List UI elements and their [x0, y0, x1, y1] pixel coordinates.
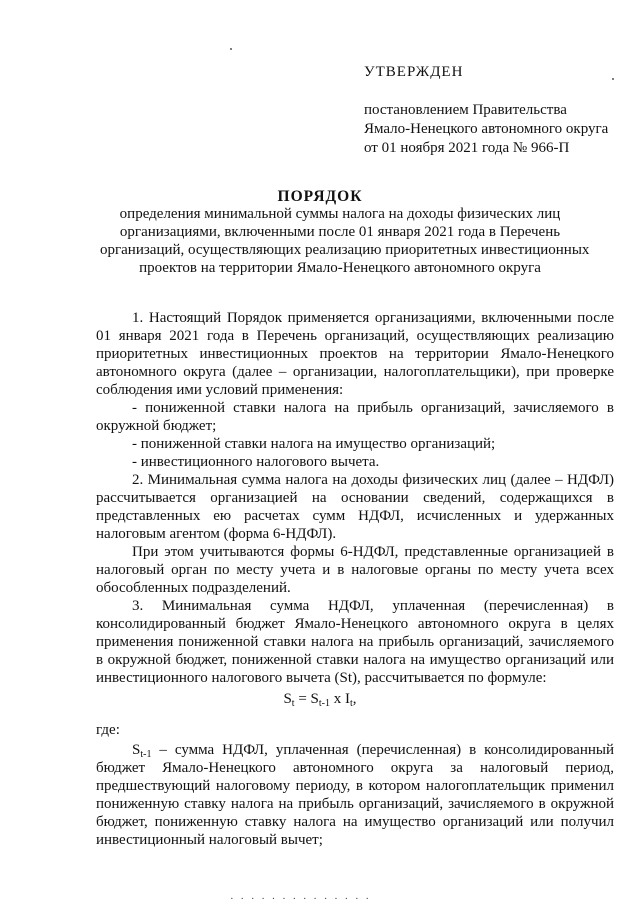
- approval-line: Ямало-Ненецкого автономного округа: [364, 121, 609, 137]
- body-line: рассчитывается организацией на основании сведений, содержащихся в: [96, 490, 614, 506]
- body-line: - пониженной ставки налога на прибыль организаций, зачисляемого в: [132, 400, 614, 416]
- definition-line: бюджет, пониженную ставку налога на имущество организаций или получил: [96, 814, 614, 830]
- definition-line: [96, 741, 614, 759]
- definition-block: [96, 741, 614, 849]
- formula: [0, 691, 640, 709]
- scan-speck: [612, 78, 614, 80]
- body-line: представленных ею расчетах сумм НДФЛ, исчисленных и удержанных: [96, 508, 614, 524]
- body-line: инвестиционного налогового вычета (St), рассчитывается по формуле:: [96, 670, 547, 686]
- body-line: 3. Минимальная сумма НДФЛ, уплаченная (перечисленная) в: [132, 598, 614, 614]
- body-line: соблюдения ими условий применения:: [96, 382, 344, 398]
- body-line: применения пониженной ставки налога на прибыль организаций, зачисляемого: [96, 634, 614, 650]
- body-line: обособленных подразделений.: [96, 580, 291, 596]
- scan-artifact: · · · · · · · · · · · · · ·: [230, 893, 372, 905]
- definition-line: предшествующий налоговому периоду, в котором налогоплательщик применил: [96, 778, 614, 794]
- subtitle-line: определения минимальной суммы налога на доходы физических лиц: [119, 206, 561, 222]
- body-line: приоритетных инвестиционных проектов на территории Ямало-Ненецкого: [96, 346, 614, 362]
- where-label: где:: [96, 722, 120, 738]
- body-line: - инвестиционного налогового вычета.: [132, 454, 380, 470]
- subtitle-line: проектов на территории Ямало-Ненецкого автономного округа: [139, 260, 541, 276]
- subtitle-line: организаций, осуществляющих реализацию приоритетных инвестиционных: [100, 242, 590, 258]
- document-subtitle: [100, 205, 590, 277]
- body-line: 1. Настоящий Порядок применяется организациями, включенными после: [132, 310, 614, 326]
- body-line: налоговый орган по месту учета и в налоговые органы по месту учета всех: [96, 562, 614, 578]
- body-line: 01 января 2021 года в Перечень организаций, осуществляющих реализацию: [96, 328, 614, 344]
- formula-rhs-sub: t-1: [318, 698, 330, 709]
- formula-times: x I: [330, 691, 350, 707]
- subtitle-line: организациями, включенными после 01 января 2021 года в Перечень: [119, 224, 561, 240]
- approval-line: от 01 ноября 2021 года № 966-П: [364, 140, 570, 156]
- definition-symbol: S: [132, 742, 141, 758]
- approval-details: [364, 101, 608, 158]
- formula-eq: = S: [294, 691, 319, 707]
- body-line: в окружной бюджет, пониженной ставки налога на имущество организаций или: [96, 652, 614, 668]
- body-line: автономного округа (далее – организации, налогоплательщики), при проверке: [96, 364, 614, 380]
- formula-end: ,: [352, 691, 357, 707]
- definition-line: пониженную ставку налога на прибыль организаций, зачисляемого в окружной: [96, 796, 614, 812]
- body-line: 2. Минимальная сумма налога на доходы физических лиц (далее – НДФЛ): [132, 472, 614, 488]
- definition-line: инвестиционный налоговый вычет;: [96, 832, 323, 848]
- body-line: консолидированный бюджет Ямало-Ненецкого автономного округа в целях: [96, 616, 614, 632]
- definition-line: бюджет Ямало-Ненецкого автономного округа за налоговый период,: [96, 760, 614, 776]
- definition-symbol-sub: t-1: [140, 749, 152, 760]
- document-title: ПОРЯДОК: [277, 188, 363, 205]
- definition-text: – сумма НДФЛ, уплаченная (перечисленная) в консолидированный: [151, 742, 614, 758]
- approval-heading: УТВЕРЖДЕН: [364, 64, 464, 80]
- formula-times-sub: t: [350, 698, 353, 709]
- scan-speck: [230, 48, 232, 50]
- body-line: При этом учитываются формы 6-НДФЛ, представленные организацией в: [132, 544, 614, 560]
- body-line: окружной бюджет;: [96, 418, 217, 434]
- approval-line: постановлением Правительства: [364, 102, 567, 118]
- body-line: - пониженной ставки налога на имущество организаций;: [132, 436, 496, 452]
- body-line: налоговым агентом (форма 6-НДФЛ).: [96, 526, 337, 542]
- formula-lhs-sub: t: [291, 698, 295, 709]
- formula-lhs: S: [283, 691, 292, 707]
- document-body: [96, 309, 614, 687]
